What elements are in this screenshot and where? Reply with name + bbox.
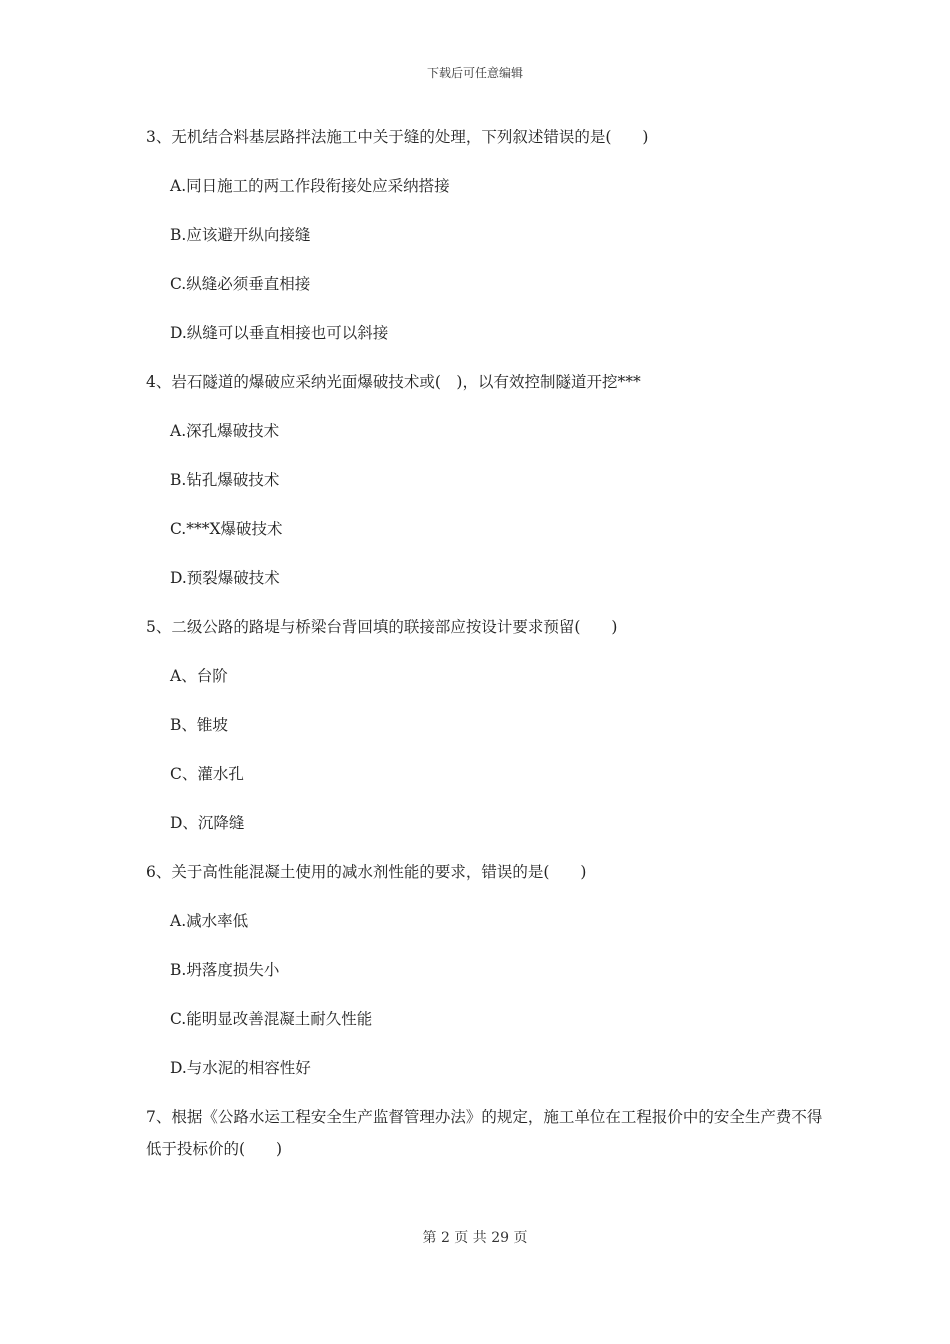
option-d: D.纵缝可以垂直相接也可以斜接 bbox=[170, 324, 389, 342]
option-c: C.纵缝必须垂直相接 bbox=[170, 275, 311, 293]
question-5 bbox=[146, 616, 826, 834]
option-b: B.钻孔爆破技术 bbox=[170, 471, 280, 489]
question-4 bbox=[146, 371, 826, 589]
question-stem: 4、岩石隧道的爆破应采纳光面爆破技术或( )，以有效控制隧道开挖*** bbox=[146, 373, 641, 391]
option-d: D.与水泥的相容性好 bbox=[170, 1059, 311, 1077]
question-7 bbox=[146, 1101, 826, 1165]
option-c: C.能明显改善混凝土耐久性能 bbox=[170, 1010, 373, 1028]
option-a: A、台阶 bbox=[170, 667, 228, 685]
question-stem: 5、二级公路的路堤与桥梁台背回填的联接部应按设计要求预留( ) bbox=[146, 618, 618, 636]
option-b: B、锥坡 bbox=[170, 716, 228, 734]
option-a: A.减水率低 bbox=[170, 912, 249, 930]
question-stem: 6、关于高性能混凝土使用的减水剂性能的要求，错误的是( ) bbox=[146, 863, 587, 881]
document-body bbox=[146, 126, 826, 1192]
page-footer: 第 2 页 共 29 页 bbox=[422, 1230, 528, 1246]
option-d: D.预裂爆破技术 bbox=[170, 569, 280, 587]
option-a: A.深孔爆破技术 bbox=[170, 422, 280, 440]
question-stem: 3、无机结合料基层路拌法施工中关于缝的处理，下列叙述错误的是( ) bbox=[146, 128, 649, 146]
option-b: B.应该避开纵向接缝 bbox=[170, 226, 311, 244]
question-3 bbox=[146, 126, 826, 344]
question-stem: 7、根据《公路水运工程安全生产监督管理办法》的规定，施工单位在工程报价中的安全生产费不得低于投标价的( ) bbox=[146, 1108, 823, 1158]
option-d: D、沉降缝 bbox=[170, 814, 245, 832]
option-c: C、灌水孔 bbox=[170, 765, 244, 783]
option-c: C.***X爆破技术 bbox=[170, 520, 283, 538]
option-b: B.坍落度损失小 bbox=[170, 961, 280, 979]
page-header: 下载后可任意编辑 bbox=[426, 66, 523, 80]
option-a: A.同日施工的两工作段衔接处应采纳搭接 bbox=[170, 177, 450, 195]
question-6 bbox=[146, 861, 826, 1079]
